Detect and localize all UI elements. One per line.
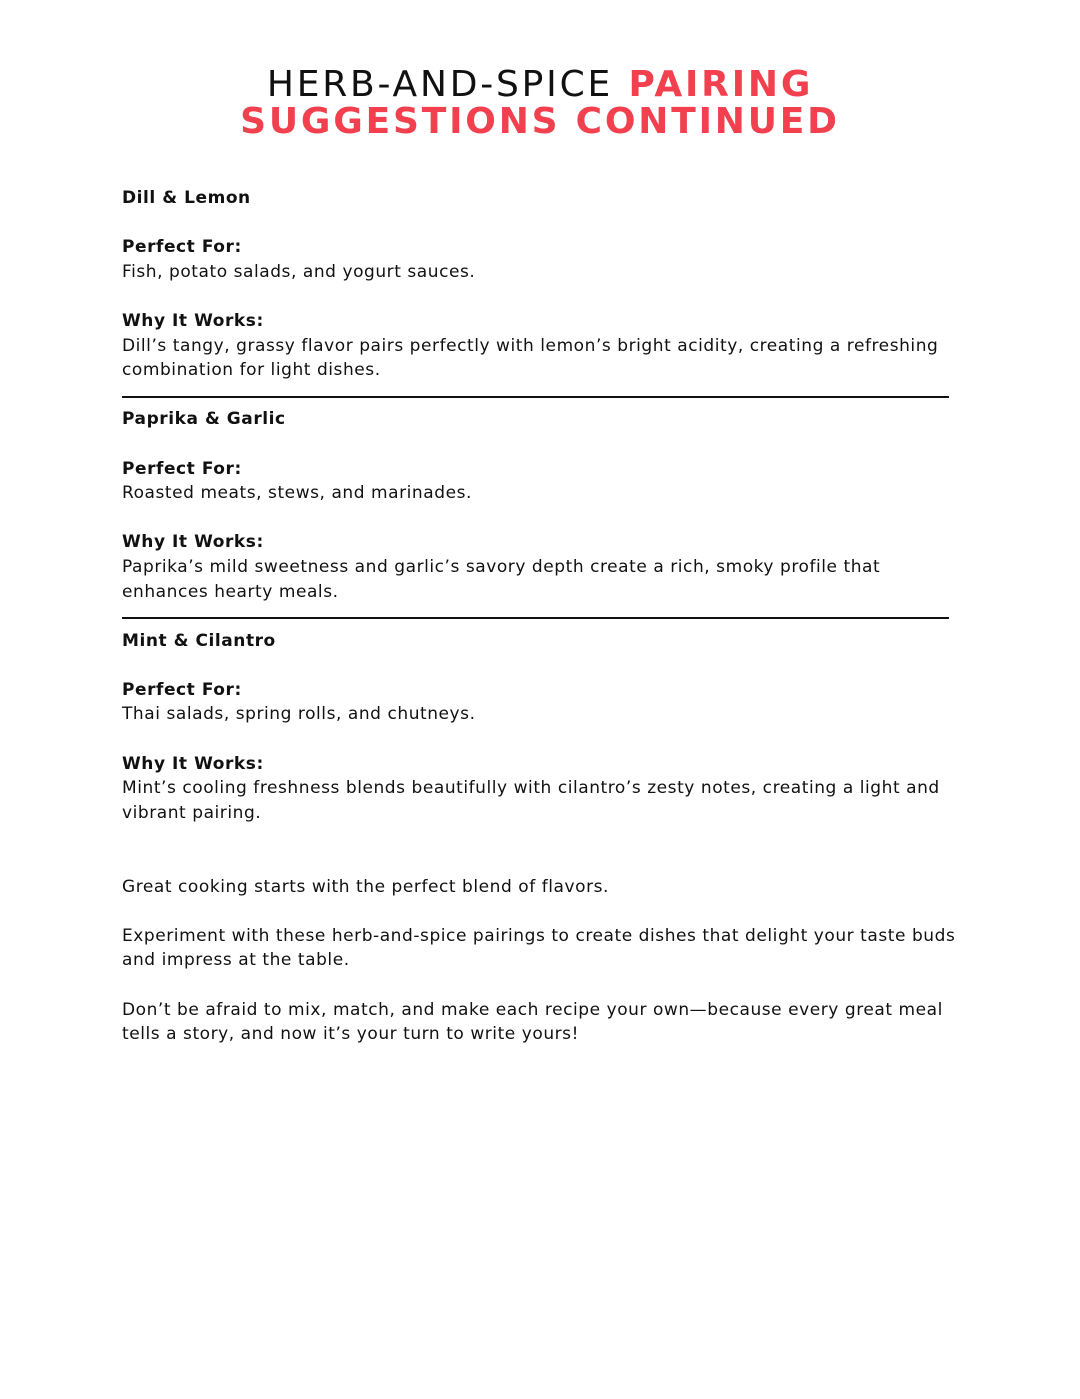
pairing-name: Paprika & Garlic (122, 409, 286, 430)
title-part-light: HERB-AND-SPICE (266, 64, 614, 105)
why-it-works-text: Mint’s cooling freshness blends beautifully with cilantro’s zesty notes, creating a light and vibrant pairing. (122, 778, 940, 823)
pairings-content (122, 186, 962, 1047)
pairing-paprika-garlic (122, 407, 962, 604)
section-divider (122, 383, 962, 408)
pairing-mint-cilantro (122, 629, 962, 826)
closing-section (122, 875, 962, 1047)
why-it-works-label: Why It Works: (122, 532, 264, 553)
why-it-works-text: Dill’s tangy, grassy flavor pairs perfectly with lemon’s bright acidity, creating a refreshing combination for light dishes. (122, 335, 939, 381)
page-title (0, 66, 1080, 140)
pairing-dill-lemon (122, 186, 962, 383)
why-it-works-text: Paprika’s mild sweetness and garlic’s savory depth create a rich, smoky profile that enhances hearty meals. (122, 556, 881, 602)
pairing-name: Dill & Lemon (122, 188, 251, 208)
perfect-for-text: Fish, potato salads, and yogurt sauces. (122, 261, 476, 282)
pairing-name: Mint & Cilantro (122, 630, 276, 651)
section-divider (122, 604, 962, 629)
perfect-for-text: Roasted meats, stews, and marinades. (122, 483, 472, 504)
closing-paragraph: Great cooking starts with the perfect blend of flavors. (122, 876, 609, 897)
closing-paragraph: Don’t be afraid to mix, match, and make each recipe your own—because every great meal tells a story, and now it’s your turn to write yours! (122, 999, 943, 1045)
title-part-accent: PAIRING (628, 64, 814, 105)
why-it-works-label: Why It Works: (122, 310, 264, 331)
title-part-accent-line2: SUGGESTIONS CONTINUED (240, 101, 840, 142)
perfect-for-label: Perfect For: (122, 679, 242, 700)
perfect-for-label: Perfect For: (122, 458, 242, 479)
perfect-for-label: Perfect For: (122, 237, 242, 258)
closing-paragraph: Experiment with these herb-and-spice pairings to create dishes that delight your taste buds and impress at the table. (122, 925, 956, 971)
why-it-works-label: Why It Works: (122, 753, 264, 774)
perfect-for-text: Thai salads, spring rolls, and chutneys. (122, 704, 476, 725)
